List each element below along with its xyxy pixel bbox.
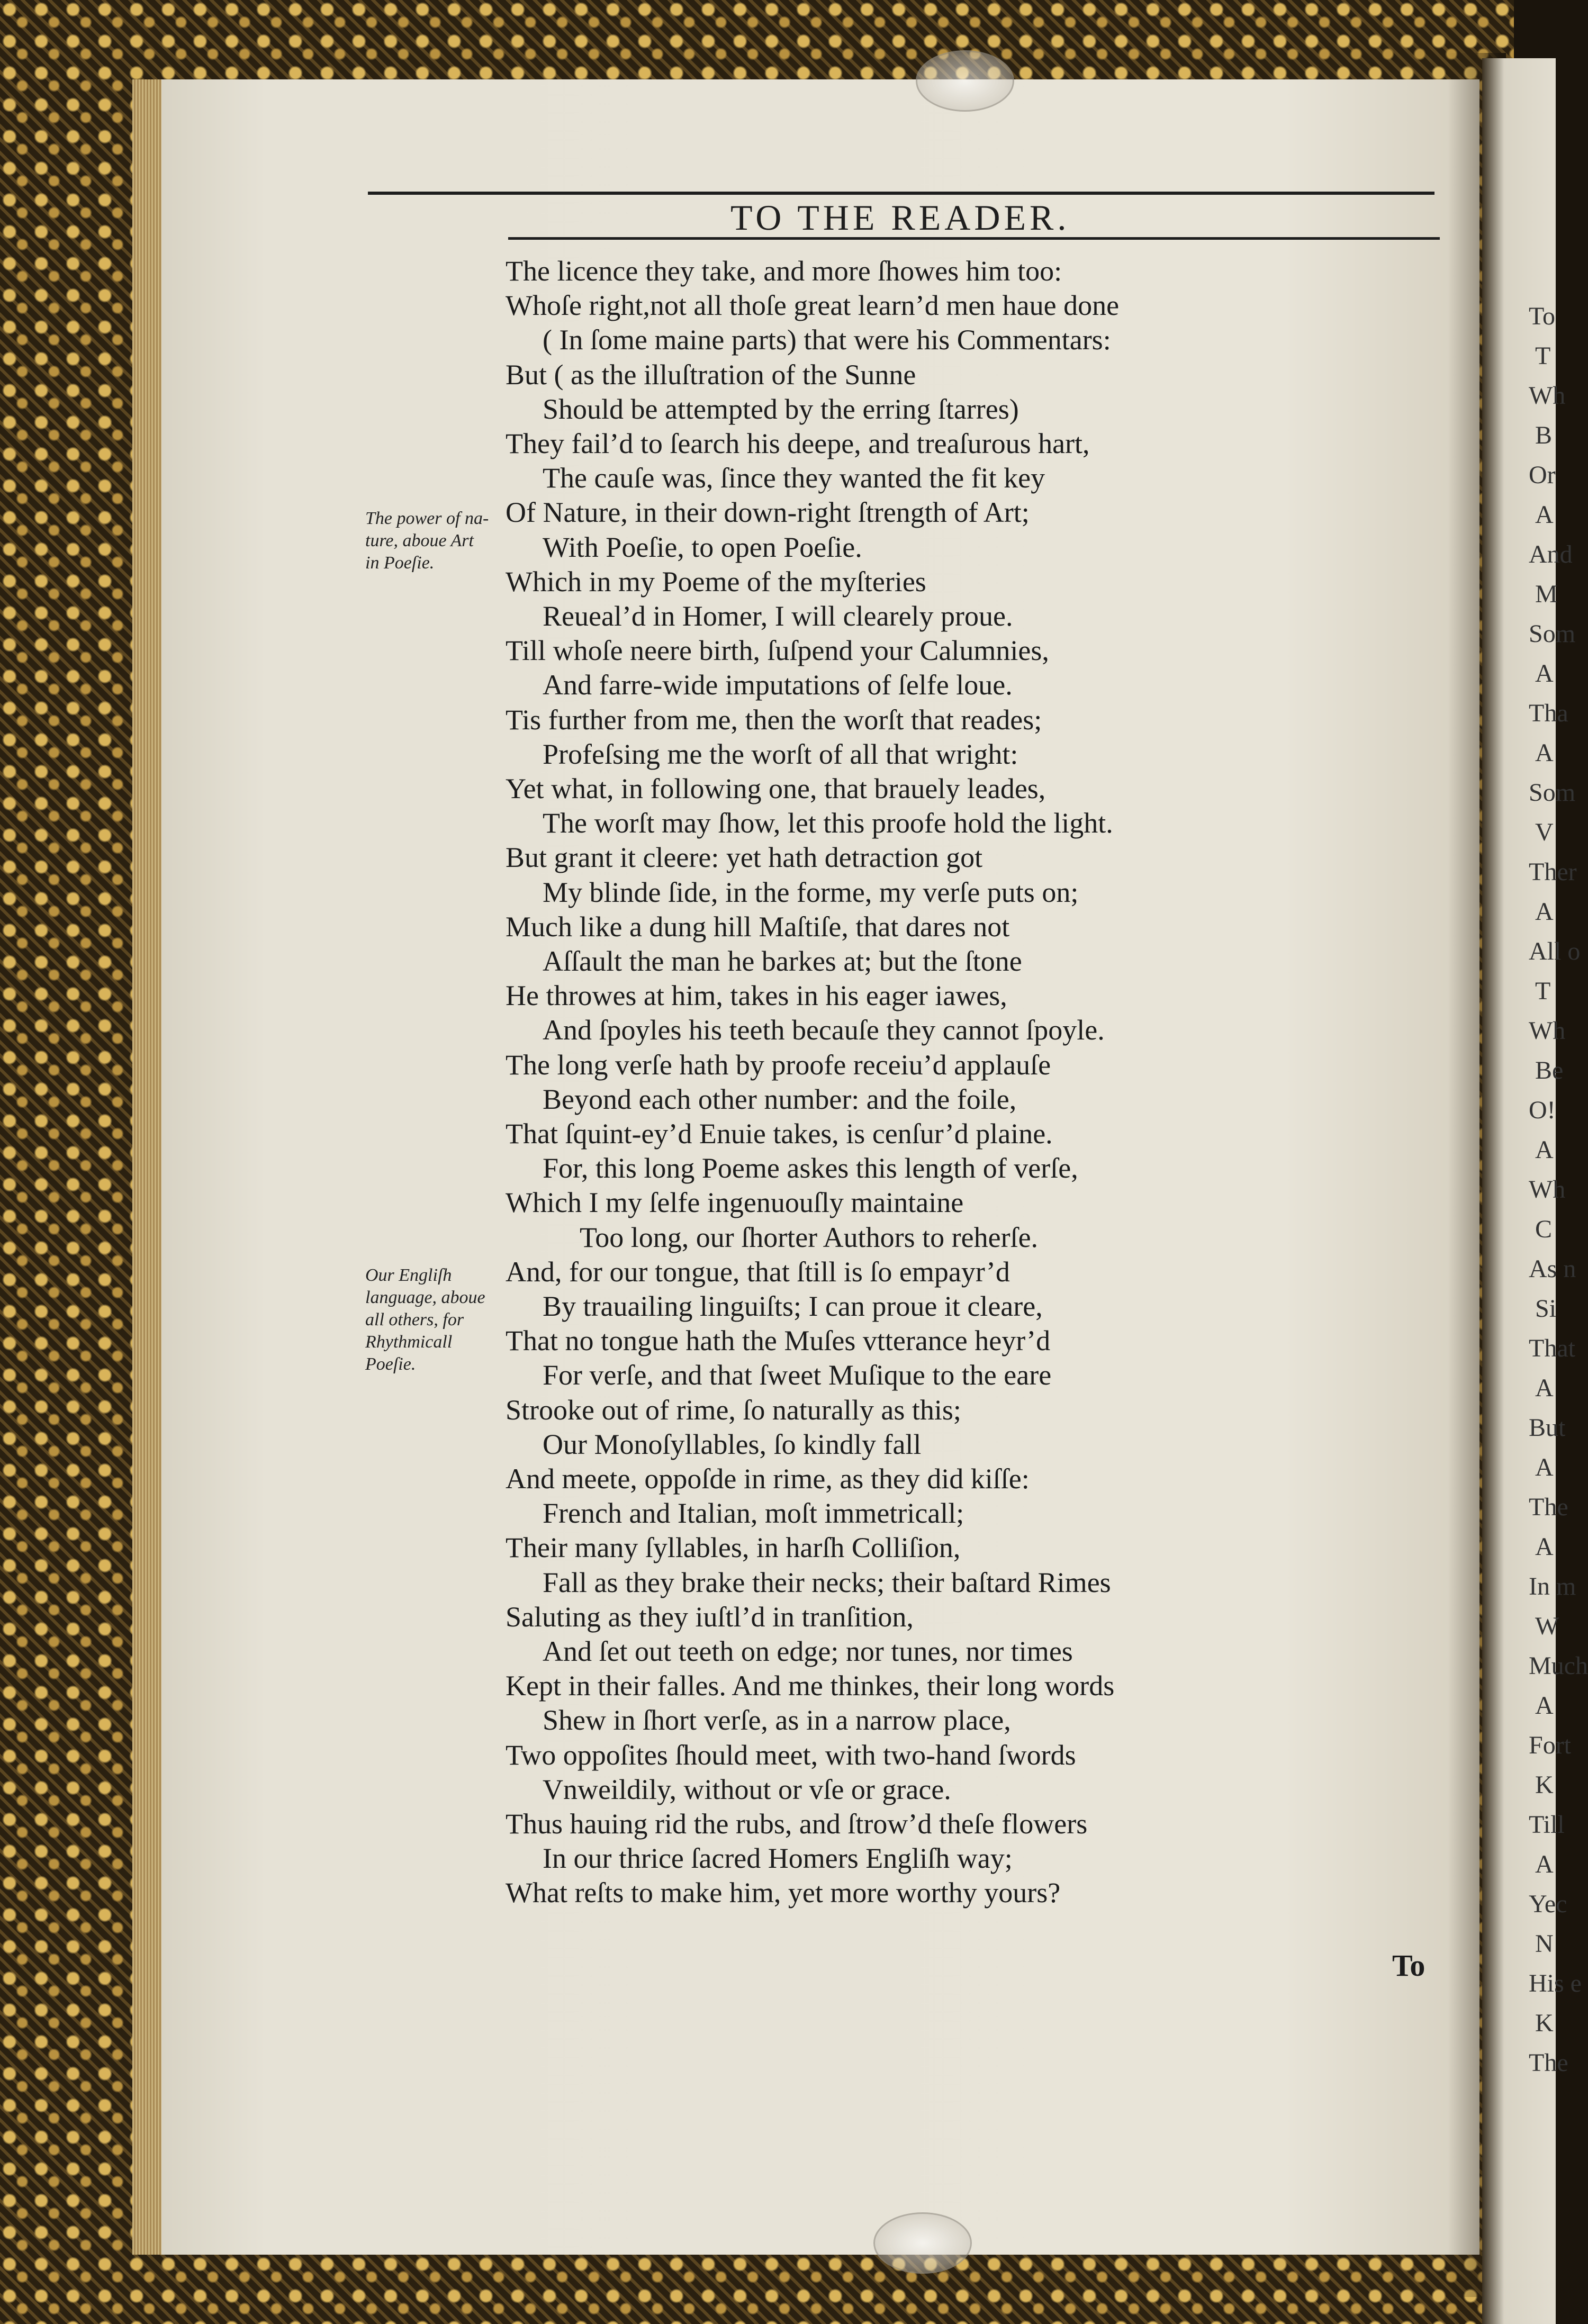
poem-line: Much like a dung hill Maſtiſe, that dares not [506,910,1010,943]
poem-line: Two oppoſites ſhould meet, with two-hand ſwords [506,1739,1076,1771]
facing-page-fragment: O! [1529,1096,1556,1124]
poem-line: Tis further from me, then the worſt that reades; [506,703,1042,736]
facing-page-fragment: Yec [1529,1890,1567,1918]
facing-page-fragment: Som [1529,779,1576,807]
poem-line: And farre-wide imputations of ſelfe loue. [543,669,1013,701]
poem-line: Strooke out of rime, ſo naturally as this; [506,1394,961,1426]
poem-line: The worſt may ſhow, let this proofe hold the light. [543,807,1113,839]
poem-line: The licence they take, and more ſhowes him too: [506,255,1062,287]
poem-line: Reueal’d in Homer, I will clearely proue. [543,600,1013,632]
facing-page-fragment: The [1529,1493,1568,1521]
poem-line: The long verſe hath by proofe receiu’d applauſe [506,1048,1051,1081]
facing-page-fragment: A [1535,739,1554,767]
facing-page-fragment: A [1535,1533,1554,1561]
catchword: To [1392,1948,1425,1983]
poem-line: Their many ſyllables, in harſh Colliſion, [506,1532,961,1564]
poem-line: That ſquint-ey’d Enuie takes, is cenſur’d plaine. [506,1118,1053,1150]
facing-page-fragment: A [1535,898,1554,926]
poem-line: For verſe, and that ſweet Muſique to the eare [543,1359,1052,1391]
poem-line: But grant it cleere: yet hath detraction got [506,842,983,874]
poem-line: My blinde ſide, in the forme, my verſe puts on; [543,876,1079,908]
poem-line: Of Nature, in their down-right ſtrength of Art; [506,496,1030,529]
facing-page-fragment: Som [1529,620,1576,648]
poem-line: Too long, our ſhorter Authors to reherſe. [580,1221,1039,1253]
facing-page-fragment: Ther [1529,858,1577,886]
running-head: TO THE READER. [730,197,1070,238]
poem-line: Our Monoſyllables, ſo kindly fall [543,1428,922,1460]
poem-line: What reſts to make him, yet more worthy yours? [506,1877,1061,1909]
facing-page-fragment: A [1535,659,1554,688]
facing-page-fragment: Be [1535,1056,1564,1084]
marginal-gloss-line: all others, for [365,1310,464,1330]
facing-page-fragment: The [1529,2049,1568,2077]
facing-page-fragment: C [1535,1215,1553,1243]
poem-line: Beyond each other number: and the foile, [543,1083,1017,1115]
poem-line: Kept in their falles. And me thinkes, their long words [506,1670,1115,1702]
poem-line: Should be attempted by the erring ſtarres) [543,393,1019,425]
facing-page-fragment: Si [1535,1295,1557,1323]
poem-line: Which in my Poeme of the myſteries [506,565,926,598]
facing-page-fragment: N [1535,1930,1554,1958]
facing-page-fragment: B [1535,421,1553,449]
facing-page-fragment: W [1535,1612,1559,1640]
marginal-gloss-line: ture, aboue Art [365,531,474,550]
facing-page-fragment: A [1535,501,1554,529]
facing-page-fragment: A [1535,1453,1554,1481]
marginal-gloss-line: The power of na- [365,509,489,528]
poem-line: The cauſe was, ſince they wanted the fit key [543,462,1045,494]
marginal-gloss-line: in Poeſie. [365,553,435,573]
facing-page-fragment: Wh [1529,1175,1566,1204]
poem-line: Thus hauing rid the rubs, and ſtrow’d theſe flowers [506,1808,1088,1840]
poem-line: That no tongue hath the Muſes vtterance heyr’d [506,1325,1051,1357]
poem-line: Till whoſe neere birth, ſuſpend your Calumnies, [506,635,1049,667]
facing-page-fragment: T [1535,342,1551,370]
poem-line: In our thrice ſacred Homers Engliſh way; [543,1842,1013,1875]
facing-page-fragment: A [1535,1374,1554,1402]
poem-line: They fail’d to ſearch his deepe, and treaſurous hart, [506,428,1090,459]
poem-line: French and Italian, moſt immetricall; [543,1497,964,1530]
facing-page-fragment: That [1529,1334,1575,1362]
poem-line: Shew in ſhort verſe, as in a narrow place, [543,1704,1011,1737]
facing-page-fragment: But [1529,1414,1566,1442]
facing-page-fragment: Or [1529,461,1556,489]
poem-line: And meete, oppoſde in rime, as they did kiſſe: [506,1463,1030,1495]
facing-page-fragment: And [1529,540,1573,568]
poem-line: Vnweildily, without or vſe or grace. [543,1773,951,1805]
marginal-gloss-line: language, aboue [365,1288,485,1307]
facing-page-fragment: In m [1529,1572,1576,1600]
poem-line: Profeſsing me the worſt of all that wright: [543,738,1018,770]
facing-page-fragment: Till [1529,1811,1565,1839]
facing-page-fragment: K [1535,1771,1554,1799]
facing-page-fragment: T [1535,977,1551,1005]
facing-page-fragment: Tha [1529,699,1568,727]
poem-line: With Poeſie, to open Poeſie. [543,531,862,563]
poem-line: Saluting as they iuſtl’d in tranſition, [506,1600,914,1633]
poem-line: By trauailing linguiſts; I can proue it cleare, [543,1290,1043,1322]
facing-page-fragment: As n [1529,1255,1576,1283]
poem-line: And, for our tongue, that ſtill is ſo empayr’d [506,1255,1010,1288]
facing-page-fragment: Wh [1529,1017,1566,1045]
marginal-gloss-line: Our Engliſh [365,1265,452,1285]
facing-page-fragment: To [1529,302,1555,330]
poem-line: Fall as they brake their necks; their baſtard Rimes [543,1566,1111,1598]
poem-line: Yet what, in following one, that brauely leades, [506,773,1046,804]
facing-page-fragment: K [1535,2009,1554,2037]
facing-page-fragment: M [1535,580,1558,608]
facing-page-fragment: Much [1529,1652,1588,1680]
facing-page-fragment: His e [1529,1969,1582,1997]
poem-line: But ( as the illuſtration of the Sunne [506,358,916,391]
marginal-gloss-line: Poeſie. [365,1354,416,1374]
poem-line: Aſſault the man he barkes at; but the ſtone [543,945,1022,977]
facing-page-fragment: Wh [1529,382,1566,410]
facing-page-fragment: A [1535,1692,1554,1720]
poem-line: And ſet out teeth on edge; nor tunes, nor times [543,1635,1073,1667]
poem-line: Which I my ſelfe ingenuouſly maintaine [506,1187,964,1219]
poem-line: He throwes at him, takes in his eager iawes, [506,980,1007,1012]
facing-page-fragment: V [1535,818,1554,846]
poem-line: Whoſe right,not all thoſe great learn’d men haue done [506,290,1120,322]
poem-line: And ſpoyles his teeth becauſe they cannot ſpoyle. [543,1014,1105,1046]
facing-page-fragment: Fort [1529,1731,1572,1759]
marginal-gloss-line: Rhythmicall [365,1332,453,1352]
facing-page-fragment: All o [1529,937,1581,965]
facing-page-fragment: A [1535,1136,1554,1164]
facing-page-fragment: A [1535,1850,1554,1878]
poem-line: ( In ſome maine parts) that were his Commentars: [543,324,1111,356]
poem-line: For, this long Poeme askes this length of verſe, [543,1152,1078,1184]
